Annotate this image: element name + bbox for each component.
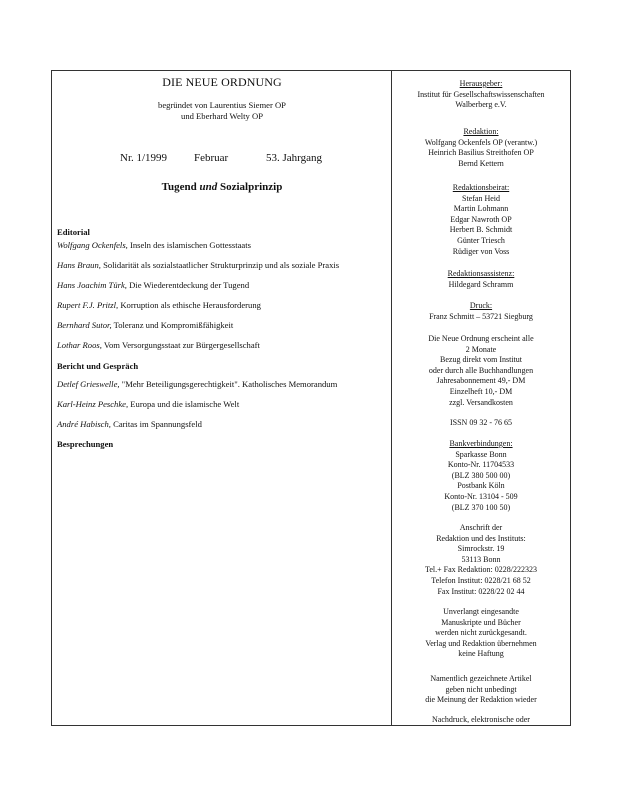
imprint-line: Konto-Nr. 11704533 <box>447 460 515 470</box>
imprint-line: Anschrift der <box>459 523 503 532</box>
imprint-heading: Redaktion: <box>463 127 499 136</box>
toc-section-heading: Editorial <box>57 227 90 237</box>
founders-line-2: und Eberhard Welty OP <box>181 111 263 121</box>
toc-entry-title: Die Wiederentdeckung der Tugend <box>126 280 250 290</box>
toc-entry <box>57 300 261 310</box>
toc-entry-author: Karl-Heinz Peschke, <box>57 399 129 409</box>
imprint-unverlangt <box>392 607 570 660</box>
imprint-line: die Meinung der Redaktion wieder <box>425 695 537 705</box>
imprint-line: Stefan Heid <box>462 193 500 203</box>
imprint-line: Sparkasse Bonn <box>455 449 507 459</box>
imprint-line: Manuskripte und Bücher <box>441 617 521 627</box>
imprint-line: Heinrich Basilius Streithofen OP <box>428 148 534 158</box>
imprint-line: werden nicht zurückgesandt. <box>435 628 527 638</box>
imprint-line: (BLZ 370 100 50) <box>451 502 511 512</box>
toc-entry <box>57 399 239 409</box>
imprint-erscheinen <box>392 334 570 408</box>
imprint-line: Postbank Köln <box>457 481 505 491</box>
imprint-line: Edgar Nawroth OP <box>450 214 512 224</box>
toc-entry <box>57 240 251 250</box>
imprint-line: oder durch alle Buchhandlungen <box>428 365 534 375</box>
imprint-line: 2 Monate <box>465 344 497 354</box>
toc-entry <box>57 379 337 389</box>
toc-entry-title: Inseln des islamischen Gottesstaats <box>127 240 251 250</box>
imprint-druck <box>392 301 570 322</box>
toc-entry-author: Hans Braun, <box>57 260 101 270</box>
imprint-herausgeber <box>392 79 570 111</box>
imprint-line: Institut für Gesellschaftswissenschaften <box>417 89 545 99</box>
main-column <box>52 71 392 725</box>
journal-page-frame <box>51 70 571 726</box>
toc-entry-author: Detlef Grieswelle, <box>57 379 120 389</box>
imprint-line: geben nicht unbedingt <box>445 684 517 694</box>
toc-entry <box>57 260 339 270</box>
imprint-line: zzgl. Versandkosten <box>449 397 513 407</box>
imprint-line: Die Neue Ordnung erscheint alle <box>428 334 534 343</box>
imprint-line: Nachdruck, elektronische oder <box>432 715 530 724</box>
imprint-line: Martin Lohmann <box>453 204 509 214</box>
imprint-heading: Bankverbindungen: <box>449 439 513 448</box>
imprint-line: ISSN 09 32 - 76 65 <box>449 418 512 427</box>
imprint-heading: Herausgeber: <box>459 79 503 88</box>
toc-entry-title: Vom Versorgungsstaat zur Bürgergesellschaft <box>101 340 260 350</box>
toc-entry <box>57 280 249 290</box>
imprint-line: Verlag und Redaktion übernehmen <box>425 638 537 648</box>
toc-entry <box>57 320 233 330</box>
imprint-line: Bernd Kettern <box>458 158 504 168</box>
toc-section-heading: Besprechungen <box>57 439 114 449</box>
toc-entry-title: Europa und die islamische Welt <box>128 399 240 409</box>
imprint-heading: Redaktionsbeirat: <box>452 183 510 192</box>
toc-entry-author: André Habisch, <box>57 419 111 429</box>
imprint-line: Einzelheft 10,- DM <box>449 386 513 396</box>
imprint-issn <box>392 418 570 429</box>
toc-entry-author: Lothar Roos, <box>57 340 102 350</box>
toc-entry-author: Wolfgang Ockenfels, <box>57 240 128 250</box>
imprint-line: Redaktion und des Instituts: <box>436 533 526 543</box>
journal-title: DIE NEUE ORDNUNG <box>162 75 282 89</box>
imprint-anschrift <box>392 523 570 597</box>
imprint-nachdruck <box>392 715 570 725</box>
imprint-line: Namentlich gezeichnete Artikel <box>430 674 532 683</box>
imprint-line: Hildegard Schramm <box>448 279 514 289</box>
imprint-line: Rüdiger von Voss <box>452 246 510 256</box>
imprint-line: Konto-Nr. 13104 - 509 <box>444 491 518 501</box>
imprint-bank <box>392 439 570 513</box>
imprint-line: keine Haftung <box>458 649 504 659</box>
imprint-line: 53113 Bonn <box>461 554 501 564</box>
issue-year: 53. Jahrgang <box>266 152 323 164</box>
toc-entry-author: Rupert F.J. Pritzl, <box>57 300 119 310</box>
toc-entry <box>57 419 202 429</box>
imprint-line: Bezug direkt vom Institut <box>440 355 522 365</box>
imprint-column <box>392 71 570 725</box>
toc-entry-title: Korruption als ethische Herausforderung <box>118 300 261 310</box>
imprint-line: Simrockstr. 19 <box>457 544 505 554</box>
imprint-heading: Druck: <box>469 301 493 310</box>
imprint-line: Telefon Institut: 0228/21 68 52 <box>431 575 531 585</box>
issue-number: Nr. 1/1999 <box>120 152 168 164</box>
imprint-line: Jahresabonnement 49,- DM <box>436 376 526 386</box>
issue-month: Februar <box>194 152 229 164</box>
imprint-beirat <box>392 183 570 257</box>
issue-theme: Tugend und Sozialprinzip <box>161 181 283 193</box>
toc-section-heading: Bericht und Gespräch <box>57 361 139 371</box>
imprint-namentlich <box>392 674 570 706</box>
toc-entry-author: Hans Joachim Türk, <box>57 280 127 290</box>
imprint-line: Wolfgang Ockenfels OP (verantw.) <box>424 137 538 147</box>
toc-entry-title: Toleranz und Kompromißfähigkeit <box>111 320 234 330</box>
imprint-heading: Redaktionsassistenz: <box>447 269 515 278</box>
imprint-line: Unverlangt eingesandte <box>443 607 519 616</box>
imprint-redaktion <box>392 127 570 169</box>
founders-line-1: begründet von Laurentius Siemer OP <box>158 100 286 110</box>
toc-entry-title: Caritas im Spannungsfeld <box>110 419 202 429</box>
imprint-assistenz <box>392 269 570 290</box>
founders-note <box>52 100 392 122</box>
imprint-line: Günter Triesch <box>457 235 505 245</box>
toc-entry <box>57 340 260 350</box>
imprint-line: Franz Schmitt – 53721 Siegburg <box>429 311 533 321</box>
toc-entry-title: "Mehr Beteiligungsgerechtigkeit". Katholisches Memorandum <box>119 379 338 389</box>
imprint-line: Fax Institut: 0228/22 02 44 <box>437 586 525 596</box>
imprint-line: Walberberg e.V. <box>455 100 507 110</box>
imprint-line: Tel.+ Fax Redaktion: 0228/222323 <box>425 565 537 575</box>
toc-entry-title: Solidarität als sozialstaatlicher Strukturprinzip und als soziale Praxis <box>100 260 340 270</box>
toc-entry-author: Bernhard Sutor, <box>57 320 112 330</box>
imprint-line: Herbert B. Schmidt <box>449 225 513 235</box>
imprint-line: (BLZ 380 500 00) <box>451 470 511 480</box>
